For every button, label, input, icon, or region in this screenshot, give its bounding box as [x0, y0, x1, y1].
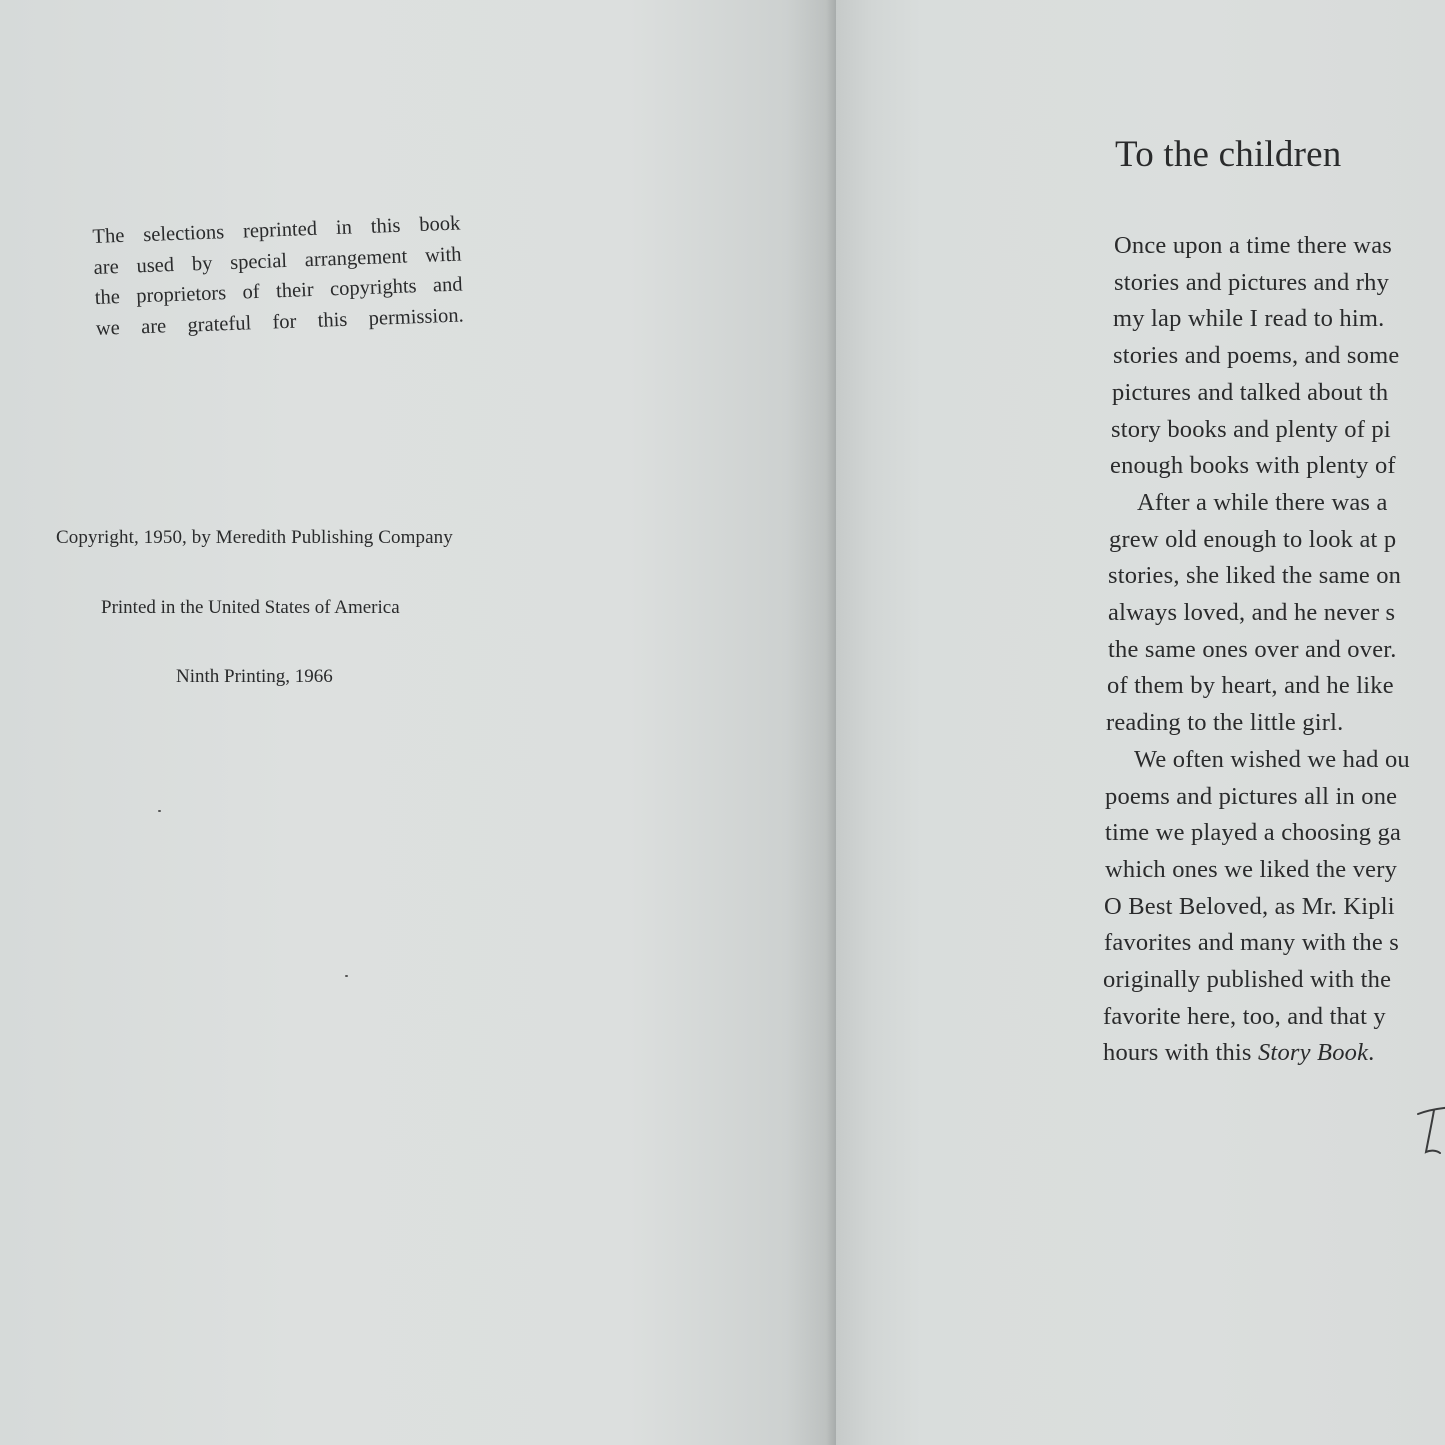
foreword-line-text: stories and poems, and some: [1113, 342, 1400, 370]
permissions-notice: [92, 209, 464, 344]
foreword-line-text: After a while there was a: [1137, 488, 1388, 516]
foreword-line: [1105, 819, 1401, 847]
foreword-line: [1104, 929, 1399, 957]
foreword-line-text: always loved, and he never s: [1108, 599, 1396, 626]
copyright-notice: Copyright, 1950, by Meredith Publishing Company: [56, 527, 453, 548]
foreword-line: [1105, 783, 1397, 811]
foreword-line-text: favorite here, too, and that y: [1103, 1002, 1386, 1030]
signature-mark: [1416, 1100, 1445, 1160]
permissions-line: are used by special arrangement with: [93, 242, 462, 279]
permissions-line: we are grateful for this permission.: [95, 303, 465, 340]
foreword-line: [1109, 526, 1396, 554]
foreword-line-text: reading to the little girl.: [1106, 709, 1344, 737]
foreword-line: [1114, 232, 1392, 260]
foreword-line-text: enough books with plenty of: [1110, 452, 1396, 480]
foreword-line-text: pictures and talked about th: [1112, 378, 1389, 406]
foreword-line: [1106, 709, 1343, 737]
foreword-line-text: We often wished we had ou: [1134, 745, 1410, 773]
page-heading: To the children: [1115, 134, 1342, 175]
foreword-line: [1108, 599, 1395, 627]
paper-speck: [158, 810, 161, 812]
foreword-line-text: grew old enough to look at p: [1109, 525, 1397, 553]
permissions-line: The selections reprinted in this book: [92, 212, 461, 248]
foreword-line-text: hours with this: [1103, 1039, 1252, 1067]
foreword-line-text: O Best Beloved, as Mr. Kipli: [1104, 892, 1395, 920]
paper-speck: [345, 975, 348, 977]
foreword-line-ending: .: [1368, 1039, 1375, 1067]
foreword-line-text: stories, she liked the same on: [1108, 562, 1402, 590]
foreword-line-text: time we played a choosing ga: [1105, 819, 1402, 847]
foreword-line: [1114, 269, 1389, 297]
foreword-line-text: favorites and many with the s: [1104, 929, 1399, 957]
right-page: [836, 0, 1445, 1445]
foreword-line: [1108, 562, 1401, 590]
foreword-line: [1107, 672, 1394, 700]
foreword-line-text: poems and pictures all in one: [1105, 782, 1398, 810]
permissions-line: the proprietors of their copyrights and: [94, 273, 463, 309]
foreword-line: [1103, 966, 1391, 994]
printed-in-notice: Printed in the United States of America: [101, 597, 400, 618]
foreword-line: [1111, 416, 1391, 444]
foreword-line: [1104, 893, 1395, 921]
foreword-line-text: which ones we liked the very: [1105, 855, 1398, 883]
foreword-line-text: the same ones over and over.: [1108, 635, 1397, 663]
foreword-line-text: originally published with the: [1103, 966, 1392, 993]
foreword-line: [1112, 379, 1388, 407]
printing-notice: Ninth Printing, 1966: [176, 666, 333, 687]
book-title-italic: Story Book: [1257, 1039, 1369, 1067]
foreword-line-text: Once upon a time there was: [1114, 232, 1393, 259]
foreword-line: [1113, 305, 1384, 333]
foreword-line: [1134, 746, 1410, 774]
foreword-line-text: stories and pictures and rhy: [1114, 268, 1390, 296]
foreword-line-text: story books and plenty of pi: [1111, 415, 1391, 443]
foreword-line: [1103, 1039, 1375, 1067]
foreword-line: [1103, 1003, 1386, 1031]
foreword-line: [1137, 489, 1388, 517]
foreword-line: [1108, 636, 1397, 664]
foreword-line: [1105, 856, 1397, 884]
foreword-line-text: of them by heart, and he like: [1107, 672, 1394, 700]
foreword-line-text: my lap while I read to him.: [1113, 305, 1385, 333]
foreword-line: [1110, 452, 1396, 480]
foreword-line: [1113, 342, 1399, 370]
